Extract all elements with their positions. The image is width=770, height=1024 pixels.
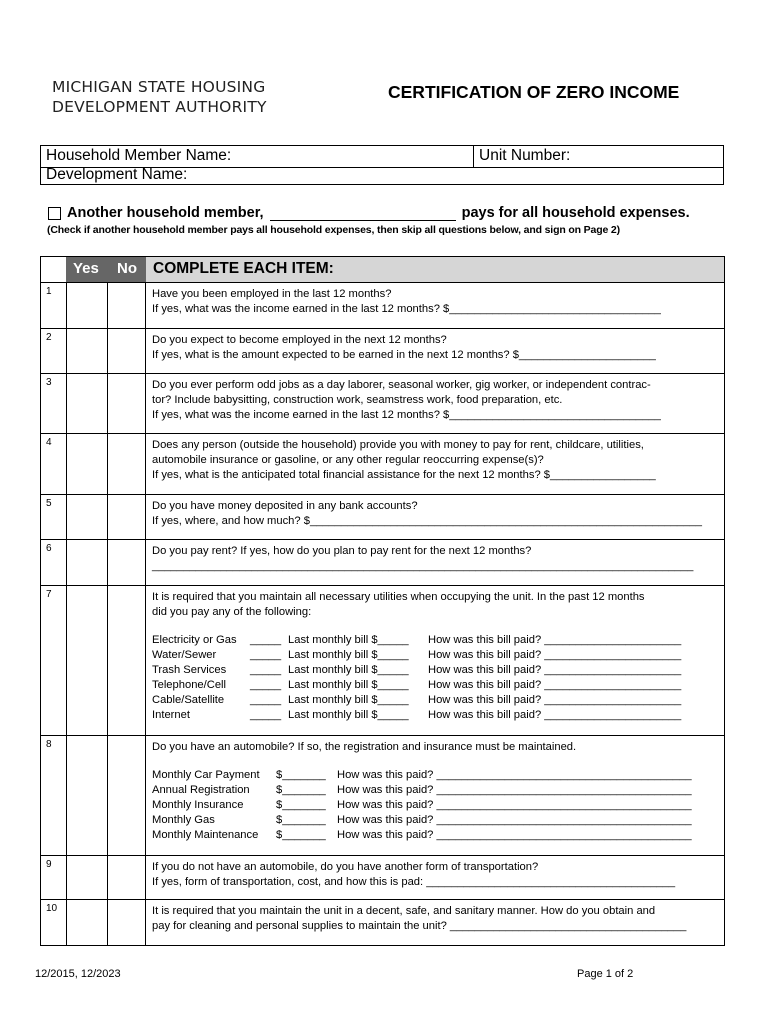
utility-name: Internet [152, 709, 190, 721]
revision-date: 12/2015, 12/2023 [35, 968, 121, 980]
utility-bill[interactable]: Last monthly bill $_____ [288, 664, 409, 676]
another-member-checkbox[interactable] [48, 207, 61, 220]
table-header [41, 257, 724, 282]
items-table [40, 256, 725, 946]
question-row-6 [41, 539, 724, 586]
question-row-1 [41, 282, 724, 329]
question-column-divider [145, 282, 146, 945]
question-text[interactable]: It is required that you maintain all necessary utilities when occupying the unit. In the past 12 months did you pay any of the following: Electricity or Gas _____ Last monthly bill $_____ How was this bill paid? ______________________ Water/Sewer _____ Last monthly bill $_____ How was this bill paid? ______________________ Trash Services _____ Last monthly bill $_____ How was this bill paid? ______________________ Telephone/Cell _____ Last monthly bill $_____ How was this bill paid? ______________________ Cable/Satellite _____ Last monthly bill $_____ How was this bill paid? ______________________ Internet _____ Last monthly bill $_____ How was this bill paid? ______________________ [152, 590, 718, 723]
utility-paid[interactable]: How was this bill paid? ______________________ [428, 679, 682, 691]
utility-blank[interactable]: _____ [250, 649, 282, 661]
auto-cost-amount[interactable]: $_______ [276, 829, 326, 841]
utility-blank[interactable]: _____ [250, 634, 282, 646]
auto-cost-name: Monthly Gas [152, 814, 215, 826]
another-member-lead: Another household member, [67, 205, 264, 221]
utility-blank[interactable]: _____ [250, 709, 282, 721]
auto-cost-name: Monthly Maintenance [152, 829, 259, 841]
question-number: 10 [46, 903, 58, 914]
question-number: 4 [46, 437, 52, 448]
auto-cost-name: Monthly Insurance [152, 799, 244, 811]
header-fields-box [40, 145, 724, 185]
utility-blank[interactable]: _____ [250, 694, 282, 706]
utility-bill[interactable]: Last monthly bill $_____ [288, 694, 409, 706]
question-number: 5 [46, 498, 52, 509]
organization-logo [52, 77, 267, 117]
question-number: 2 [46, 332, 52, 343]
household-member-name-field[interactable]: Household Member Name: [46, 147, 232, 164]
question-text[interactable]: Do you have money deposited in any bank accounts? If yes, where, and how much? $_______________________________________________________________ [152, 500, 702, 527]
question-row-2 [41, 328, 724, 374]
utility-name: Electricity or Gas [152, 634, 237, 646]
no-column-divider [107, 282, 108, 945]
utilities-list [152, 633, 718, 723]
auto-cost-paid[interactable]: How was this paid? _________________________________________ [337, 829, 692, 841]
auto-cost-paid[interactable]: How was this paid? _________________________________________ [337, 784, 692, 796]
auto-cost-paid[interactable]: How was this paid? _________________________________________ [337, 799, 692, 811]
auto-costs-list [152, 768, 718, 843]
complete-each-item-header: COMPLETE EACH ITEM: [153, 260, 334, 277]
question-number: 6 [46, 543, 52, 554]
question-number: 9 [46, 859, 52, 870]
question-text[interactable]: It is required that you maintain the unit in a decent, safe, and sanitary manner. How do you obtain and pay for cleaning and personal supplies to maintain the unit? ______________________________________ [152, 905, 687, 932]
utility-paid[interactable]: How was this bill paid? ______________________ [428, 694, 682, 706]
question-row-8 [41, 735, 724, 856]
yes-column-divider [66, 282, 67, 945]
question-text[interactable]: Do you expect to become employed in the next 12 months? If yes, what is the amount expected to be earned in the next 12 months? $______________________ [152, 334, 656, 361]
utility-name: Cable/Satellite [152, 694, 225, 706]
auto-cost-paid[interactable]: How was this paid? _________________________________________ [337, 769, 692, 781]
utility-name: Telephone/Cell [152, 679, 227, 691]
yes-column-header: Yes [73, 260, 99, 277]
another-member-note: (Check if another household member pays all household expenses, then skip all questions below, and sign on Page 2) [47, 224, 620, 236]
org-line-1: MICHIGAN STATE HOUSING [52, 78, 266, 96]
question-row-9 [41, 855, 724, 900]
unit-number-field[interactable]: Unit Number: [479, 147, 571, 164]
question-row-4 [41, 433, 724, 495]
utility-blank[interactable]: _____ [250, 664, 282, 676]
auto-cost-amount[interactable]: $_______ [276, 784, 326, 796]
utility-paid[interactable]: How was this bill paid? ______________________ [428, 709, 682, 721]
auto-cost-paid[interactable]: How was this paid? _________________________________________ [337, 814, 692, 826]
question-text[interactable]: Does any person (outside the household) provide you with money to pay for rent, childcare, utilities, automobile insurance or gasoline, or any other regular reoccurring expense(s)? If yes, what is the anticipated total financial assistance for the next 12 months? $_________________ [152, 439, 656, 481]
question-text[interactable]: Do you have an automobile? If so, the registration and insurance must be maintained. Monthly Car Payment $_______ How was this paid? _________________________________________ Annual Registration $_______ How was this paid? _________________________________________ Monthly Insurance $_______ How was this paid? _________________________________________ Monthly Gas $_______ How was this paid? _________________________________________ Monthly Maintenance $_______ How was this paid? _________________________________________ [152, 740, 718, 843]
development-name-field[interactable]: Development Name: [46, 166, 188, 183]
question-text[interactable]: If you do not have an automobile, do you have another form of transportation? If yes, form of transportation, cost, and how this is pad: ________________________________________ [152, 861, 676, 888]
document-title: CERTIFICATION OF ZERO INCOME [388, 82, 680, 102]
utility-name: Trash Services [152, 664, 227, 676]
question-text[interactable]: Do you ever perform odd jobs as a day laborer, seasonal worker, gig worker, or independent contrac- tor? Include babysitting, construction work, seamstress work, food preparation, etc. If yes, what was the income earned in the last 12 months? $__________________________________ [152, 379, 661, 421]
another-member-tail: pays for all household expenses. [461, 205, 690, 221]
no-column-header: No [117, 260, 137, 277]
another-member-line [48, 205, 690, 221]
utility-blank[interactable]: _____ [250, 679, 282, 691]
auto-cost-name: Annual Registration [152, 784, 250, 796]
utility-paid[interactable]: How was this bill paid? ______________________ [428, 634, 682, 646]
question-row-5 [41, 494, 724, 540]
utility-paid[interactable]: How was this bill paid? ______________________ [428, 649, 682, 661]
utility-bill[interactable]: Last monthly bill $_____ [288, 709, 409, 721]
question-row-10 [41, 899, 724, 947]
question-text[interactable]: Do you pay rent? If yes, how do you plan to pay rent for the next 12 months? _______________________________________________________________________________________ [152, 545, 694, 572]
question-number: 8 [46, 739, 52, 750]
page-number: Page 1 of 2 [577, 968, 634, 980]
utility-bill[interactable]: Last monthly bill $_____ [288, 679, 409, 691]
utility-name: Water/Sewer [152, 649, 217, 661]
another-member-name-blank[interactable] [270, 206, 456, 221]
utility-paid[interactable]: How was this bill paid? ______________________ [428, 664, 682, 676]
org-line-2: DEVELOPMENT AUTHORITY [52, 98, 267, 116]
question-row-7 [41, 585, 724, 736]
question-number: 7 [46, 589, 52, 600]
auto-cost-amount[interactable]: $_______ [276, 769, 326, 781]
question-number: 1 [46, 286, 52, 297]
question-number: 3 [46, 377, 52, 388]
question-row-3 [41, 373, 724, 434]
utility-bill[interactable]: Last monthly bill $_____ [288, 649, 409, 661]
question-text[interactable]: Have you been employed in the last 12 months? If yes, what was the income earned in the last 12 months? $__________________________________ [152, 288, 661, 315]
auto-cost-amount[interactable]: $_______ [276, 799, 326, 811]
auto-cost-name: Monthly Car Payment [152, 769, 260, 781]
utility-bill[interactable]: Last monthly bill $_____ [288, 634, 409, 646]
auto-cost-amount[interactable]: $_______ [276, 814, 326, 826]
